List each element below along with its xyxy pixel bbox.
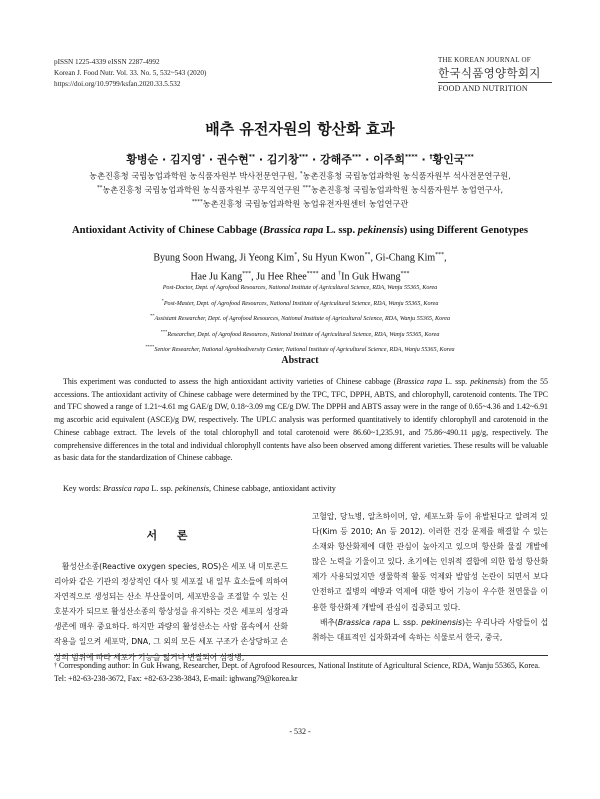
title-part: ) using Different Genotypes bbox=[403, 225, 528, 236]
author-text: In Guk Hwang bbox=[341, 271, 401, 283]
body-column-right bbox=[312, 509, 548, 645]
affiliation: Senior Researcher, National Agrobiodiversity Center, National Institute of Agricultural Science, RDA, Wanju 55365, Korea bbox=[154, 347, 455, 354]
affiliation: 농촌진흥청 국립농업과학원 농업유전자원센터 농업연구관 bbox=[202, 199, 409, 210]
abstract-text: This experiment was conducted to assess the high antioxidant activity varieties of Chinese cabbage ( bbox=[63, 377, 397, 386]
doi-link[interactable]: https://doi.org/10.9799/ksfan.2020.33.5.532 bbox=[54, 80, 181, 88]
keyword: Brassica rapa bbox=[103, 484, 150, 493]
affiliation-mark: ** bbox=[96, 185, 103, 192]
keyword: , Chinese cabbage, antioxidant activity bbox=[209, 484, 336, 493]
body-text: Brassica rapa bbox=[337, 617, 391, 627]
affiliation-mark: *** bbox=[302, 185, 311, 192]
affiliation: Researcher, Dept. of Agrofood Resources, National Institute of Agricultural Science, RDA, Wanju 55365, Korea bbox=[167, 331, 440, 338]
affiliation-mark: *** bbox=[160, 328, 168, 334]
author-mark: *** bbox=[351, 153, 362, 161]
abstract-text: L. ssp. bbox=[442, 377, 471, 386]
journal-info bbox=[54, 57, 206, 90]
body-paragraph bbox=[312, 615, 548, 645]
body-text: 배추( bbox=[320, 617, 338, 627]
affiliation-mark: **** bbox=[191, 199, 203, 206]
body-text: )는 우리나라 사람들이 섭취하는 대표적인 십자화과에 속하는 식물로서 한국, 중국, bbox=[312, 617, 548, 642]
body-text: L. ssp. bbox=[390, 617, 422, 627]
korean-affiliations bbox=[0, 168, 600, 211]
author-mark: *** bbox=[400, 271, 410, 278]
title-part: Brassica rapa bbox=[263, 225, 324, 236]
body-column-left: 활성산소종(Reactive oxygen species, ROS)은 세포 내 미토콘드리아와 같은 기관의 정상적인 대사 및 세포질 내 일부 효소들에 의하여 자연적으로 생성되는 산소 부산물이며, 세포반응을 조절할 수 있는 신호분자가 되므로 활성산소종의 항상성을 유지하는 것은 세포의 성장과 생존에 매우 중요하다. 하지만 과량의 활성산소는 사람 몸속에서 산화작용을 일으켜 세포막, DNA, 그 외의 모든 세포 구조가 손상당하고 손상의 범위에 따라 세포가 기능을 잃거나 변질되어 심장병, bbox=[54, 562, 288, 662]
author-mark: ** bbox=[364, 252, 371, 258]
author: 황병순 bbox=[126, 153, 159, 166]
affiliation: 농촌진흥청 국립농업과학원 농식품자원부 석사전문연구원, bbox=[302, 170, 511, 181]
author: 권수현 bbox=[216, 153, 249, 166]
author-text: , Su Hyun Kwon bbox=[297, 252, 365, 264]
author-text: Byung Soon Hwang, Ji Yeong Kim bbox=[153, 252, 295, 264]
affiliation: Post-Doctor, Dept. of Agrofood Resources, National Institute of Agricultural Science, RDA, Wanju 55365, Korea bbox=[162, 285, 438, 291]
affiliation: 농촌진흥청 국립농업과학원 농식품자원부 공무직연구원 bbox=[102, 184, 300, 195]
author: 김지영 bbox=[169, 153, 202, 166]
affiliation-mark: **** bbox=[145, 344, 155, 350]
affiliation: Assistant Researcher, Dept. of Agrofood Resources, National Institute of Agricultural Science, RDA, Wanju 55365, Korea bbox=[154, 316, 451, 323]
title-part: Antioxidant Activity of Chinese Cabbage ( bbox=[72, 225, 263, 236]
author: 황인국 bbox=[432, 153, 465, 166]
journal-name-en2: FOOD AND NUTRITION bbox=[438, 82, 552, 93]
author-mark: **** bbox=[306, 271, 319, 278]
affiliation-mark: * bbox=[161, 297, 164, 303]
affiliation-mark: ** bbox=[149, 313, 155, 319]
author: 강해주 bbox=[320, 153, 352, 166]
author-mark: **** bbox=[405, 153, 418, 161]
keywords-label: Key words: bbox=[63, 484, 104, 493]
abstract-body bbox=[54, 376, 548, 465]
abstract-text: pekinensis bbox=[470, 377, 504, 386]
korean-authors: 황병순 · 김지영* · 권수현** · 김기창*** · 강해주*** · 이주희**** · †황인국*** bbox=[126, 153, 474, 166]
author-mark: *** bbox=[435, 252, 445, 258]
author-mark: *** bbox=[464, 153, 474, 161]
author-mark: *** bbox=[298, 153, 309, 161]
affiliation-mark: * bbox=[299, 171, 303, 177]
abstract-heading: Abstract bbox=[281, 355, 319, 366]
author: 김기창 bbox=[266, 153, 299, 166]
author: 이주희 bbox=[373, 153, 406, 166]
page-number: - 532 - bbox=[289, 727, 311, 736]
journal-name-en: THE KOREAN JOURNAL OF bbox=[438, 56, 531, 64]
journal-name-kr: 한국식품영양학회지 bbox=[438, 66, 541, 80]
abstract-text: ) from the 55 accessions. The antioxidant activity of Chinese cabbage were determined by the TPC, TFC, DPPH, ABTS, and chlorophyll, carotenoid contents. The TPC and TFC showed a range of 1.21~4.61 mg GAE/g DW, 0.18~3.09 mg CE/g DW. The DPPH and ABTS assay were in the range of 0.65~4.36 and 1.42~6.91 mg ascorbic acid equivalent (ASCE)/g DW, respectively. The UPLC analysis was performed quantitatively to identify chlorophyll and carotenoid in the Chinese cabbage extract. The levels of the total chlorophyll and total carotenoid were 86.60~1,235.91, and 75.86~490.11 μg/g, respectively. The comprehensive differences in the total and individual chlorophyll contents have also been observed among different varieties. These results will be valuable as basic data for the standardization of Chinese cabbage. bbox=[54, 377, 548, 463]
english-authors bbox=[0, 247, 600, 286]
footnote-text: Corresponding author: In Guk Hwang, Researcher, Dept. of Agrofood Resources, National Institute of Agricultural Science, RDA, Wanju 55365, Korea. Tel: +82-63-238-3672, Fax: +82-63-238-3843, E-mail: ighwang79@korea.kr bbox=[54, 661, 540, 683]
author-mark: † bbox=[338, 271, 342, 278]
author-mark: ** bbox=[248, 153, 255, 161]
author-text: Hae Ju Kang bbox=[190, 271, 243, 283]
author-text: , bbox=[444, 252, 447, 264]
journal-logo bbox=[438, 56, 552, 93]
affiliation: Post-Master, Dept. of Agrofood Resources, National Institute of Agricultural Science, RDA, Wanju 55365, Korea bbox=[163, 300, 439, 307]
keyword: L. ssp. bbox=[149, 484, 175, 493]
footnote-mark: † bbox=[54, 663, 57, 669]
issn-line: pISSN 1225-4339 eISSN 2287-4992 bbox=[54, 58, 160, 66]
affiliation: 농촌진흥청 국립농업과학원 농식품자원부 박사전문연구원, bbox=[89, 170, 298, 181]
affiliation: 농촌진흥청 국립농업과학원 농식품자원부 농업연구사, bbox=[310, 184, 504, 195]
section-heading-introduction: 서 론 bbox=[146, 529, 196, 542]
author-mark: *** bbox=[242, 271, 252, 278]
keyword: pekinensis bbox=[174, 484, 210, 493]
korean-title: 배추 유전자원의 항산화 효과 bbox=[205, 120, 395, 138]
abstract-text: Brassica rapa bbox=[396, 377, 443, 386]
footnote-divider bbox=[54, 655, 548, 656]
body-text: pekinensis bbox=[421, 617, 463, 627]
corresponding-mark: † bbox=[429, 153, 433, 161]
body-paragraph: 고혈압, 당뇨병, 알츠하이머, 암, 세포노화 등이 유발된다고 알려져 있다(Kim 등 2010; An 등 2012). 이러한 건강 문제를 해결할 수 있는 소재와 항산화제에 대한 관심이 높아지고 있으며 항산화 물질 개발에 많은 노력을 기울이고 있다. 초기에는 인위적 결합에 의한 합성 항산화제가 사용되었지만 생물학적 활동 억제와 발암성 논란이 되면서 보다 안전하고 질병의 예방과 억제에 대한 방어 기능이 우수한 천연물을 이용한 항산화제 개발에 관심이 집중되고 있다. bbox=[312, 512, 548, 612]
english-title bbox=[0, 225, 600, 236]
corresponding-author-footnote bbox=[54, 660, 548, 685]
author-text: , Ju Hee Rhee bbox=[251, 271, 307, 283]
keywords bbox=[63, 484, 336, 493]
title-part: L. ssp. bbox=[323, 225, 358, 236]
author-mark: * bbox=[201, 153, 205, 161]
author-text: and bbox=[318, 271, 339, 283]
english-affiliations bbox=[0, 282, 600, 357]
title-part: pekinensis bbox=[357, 225, 404, 236]
citation-line: Korean J. Food Nutr. Vol. 33. No. 5, 532~543 (2020) bbox=[54, 69, 207, 77]
author-mark: * bbox=[294, 252, 298, 258]
author-text: , Gi-Chang Kim bbox=[370, 252, 436, 264]
